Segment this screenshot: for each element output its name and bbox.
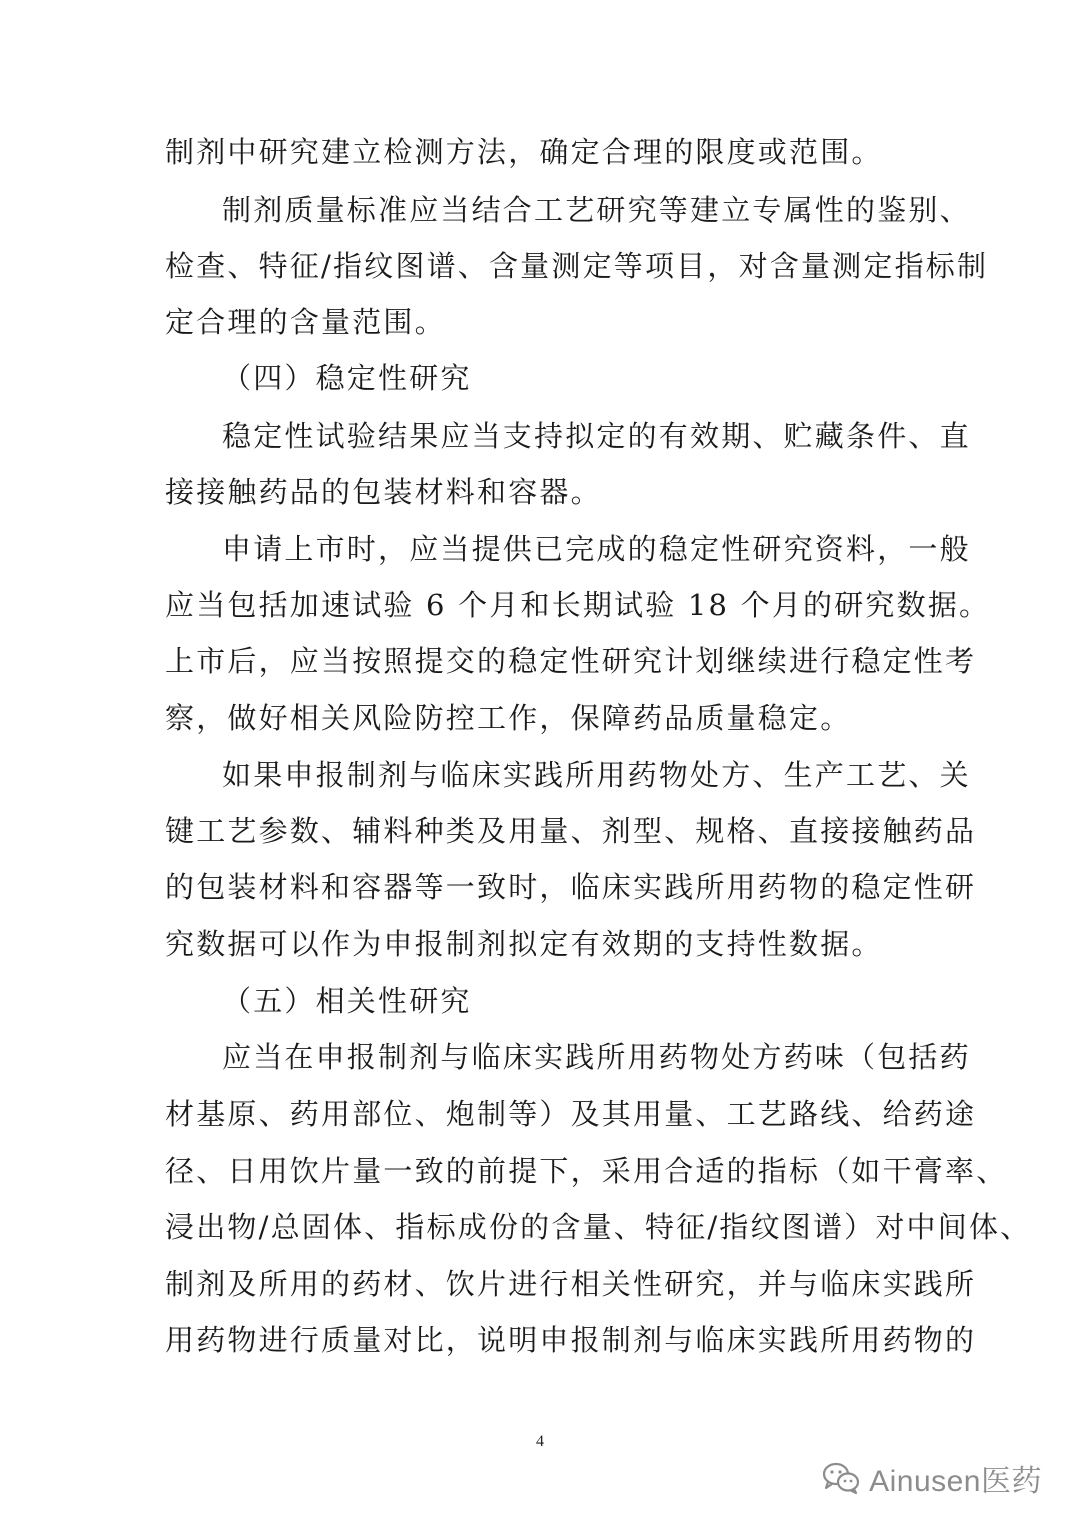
body-line: 用药物进行质量对比，说明申报制剂与临床实践所用药物的	[165, 1323, 977, 1357]
body-line: 察，做好相关风险防控工作，保障药品质量稳定。	[165, 701, 852, 735]
body-line: 检查、特征/指纹图谱、含量测定等项目，对含量测定指标制	[165, 249, 989, 283]
body-line: 接接触药品的包装材料和容器。	[165, 475, 602, 509]
body-line: 应当包括加速试验 6 个月和长期试验 18 个月的研究数据。	[165, 588, 991, 622]
body-line: 材基原、药用部位、炮制等）及其用量、工艺路线、给药途	[165, 1097, 977, 1131]
body-line: 定合理的含量范围。	[165, 305, 446, 339]
wechat-icon	[821, 1461, 861, 1495]
body-line: 如果申报制剂与临床实践所用药物处方、生产工艺、关	[222, 758, 971, 792]
body-line: 制剂质量标准应当结合工艺研究等建立专属性的鉴别、	[222, 193, 971, 227]
watermark-text: Ainusen医药	[869, 1465, 1042, 1498]
body-line: 究数据可以作为申报制剂拟定有效期的支持性数据。	[165, 927, 883, 961]
body-line: 的包装材料和容器等一致时，临床实践所用药物的稳定性研	[165, 870, 977, 904]
body-line: 稳定性试验结果应当支持拟定的有效期、贮藏条件、直	[222, 419, 971, 453]
body-line: 制剂中研究建立检测方法，确定合理的限度或范围。	[165, 135, 883, 169]
body-line: 上市后，应当按照提交的稳定性研究计划继续进行稳定性考	[165, 644, 977, 678]
section-heading: （五）相关性研究	[222, 984, 472, 1018]
body-line: 浸出物/总固体、指标成份的含量、特征/指纹图谱）对中间体、	[165, 1210, 1032, 1244]
body-line: 制剂及所用的药材、饮片进行相关性研究，并与临床实践所	[165, 1267, 977, 1301]
page-number: 4	[536, 1433, 544, 1450]
body-line: 径、日用饮片量一致的前提下，采用合适的指标（如干膏率、	[165, 1154, 1008, 1188]
section-heading: （四）稳定性研究	[222, 361, 472, 395]
body-line: 键工艺参数、辅料种类及用量、剂型、规格、直接接触药品	[165, 814, 977, 848]
body-line: 申请上市时，应当提供已完成的稳定性研究资料，一般	[222, 532, 971, 566]
body-line: 应当在申报制剂与临床实践所用药物处方药味（包括药	[222, 1040, 971, 1074]
watermark	[821, 1456, 1042, 1500]
